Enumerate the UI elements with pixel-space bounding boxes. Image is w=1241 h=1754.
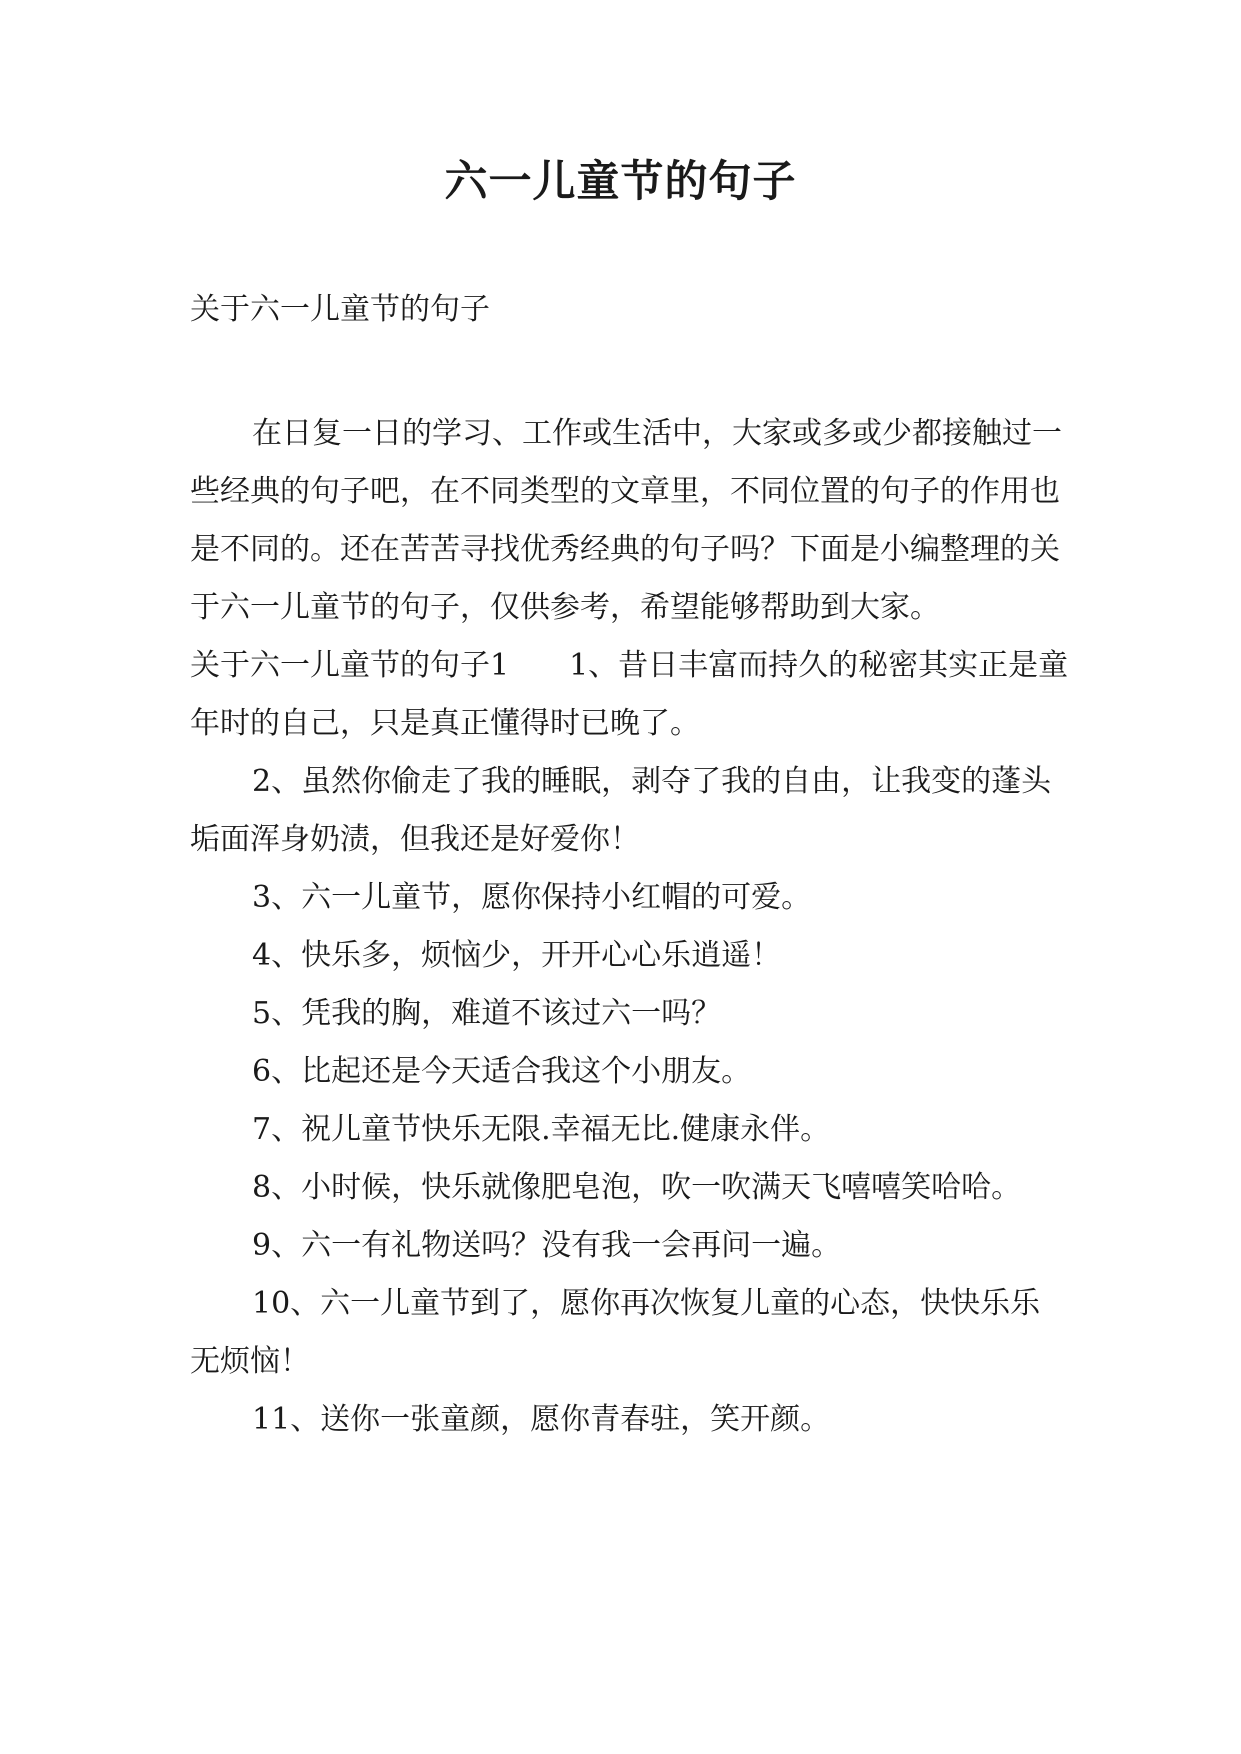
list-item: 3、六一儿童节，愿你保持小红帽的可爱。	[252, 880, 812, 915]
intro-paragraph: 在日复一日的学习、工作或生活中，大家或多或少都接触过一些经典的句子吧，在不同类型的文章里，不同位置的句子的作用也是不同的。还在苦苦寻找优秀经典的句子吗？下面是小编整理的关于六一儿童节的句子，仅供参考，希望能够帮助到大家。	[190, 416, 1062, 625]
list-item: 8、小时候，快乐就像肥皂泡，吹一吹满天飞嘻嘻笑哈哈。	[252, 1170, 1022, 1205]
document-title: 六一儿童节的句子	[444, 157, 797, 207]
list-item: 11、送你一张童颜，愿你青春驻，笑开颜。	[252, 1402, 831, 1437]
list-item: 9、六一有礼物送吗？没有我一会再问一遍。	[252, 1228, 842, 1263]
document-subtitle: 关于六一儿童节的句子	[190, 292, 490, 327]
section-paragraph	[190, 637, 1070, 753]
list-item: 7、祝儿童节快乐无限.幸福无比.健康永伴。	[252, 1112, 831, 1147]
list-item: 6、比起还是今天适合我这个小朋友。	[252, 1054, 752, 1089]
list-item: 5、凭我的胸，难道不该过六一吗？	[252, 996, 722, 1031]
document-body	[190, 405, 1070, 1449]
list-item: 4、快乐多，烦恼少，开开心心乐逍遥！	[252, 938, 782, 973]
section-heading: 关于六一儿童节的句子1	[190, 648, 510, 683]
list-item: 10、六一儿童节到了，愿你再次恢复儿童的心态，快快乐乐无烦恼！	[190, 1286, 1041, 1379]
first-item: 1、昔日丰富而持久的秘密其实正是童年时的自己，只是真正懂得时已晚了。	[190, 648, 1069, 741]
list-item: 2、虽然你偷走了我的睡眠，剥夺了我的自由，让我变的蓬头垢面浑身奶渍，但我还是好爱你！	[190, 764, 1052, 857]
